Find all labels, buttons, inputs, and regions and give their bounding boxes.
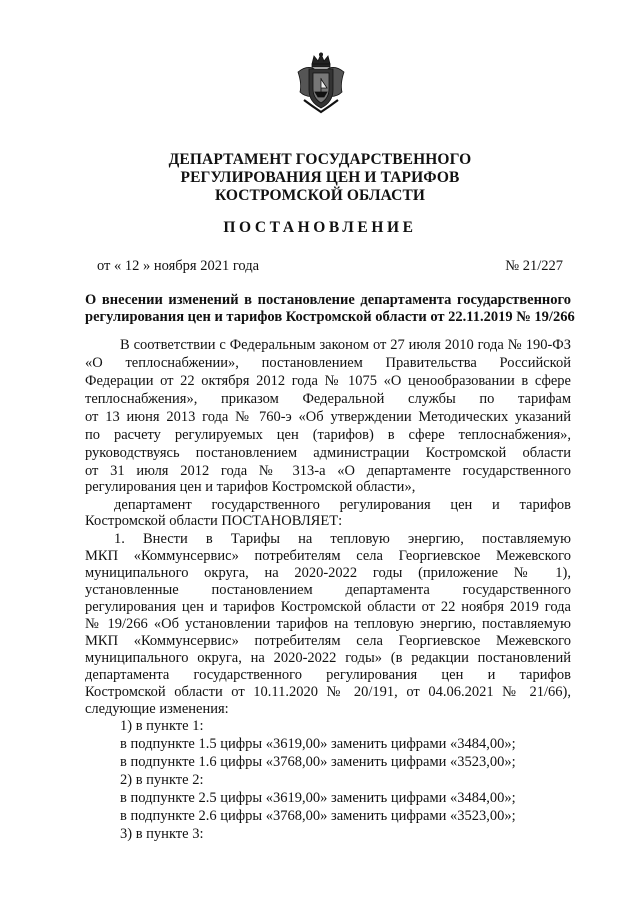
body-line: муниципального округа, на 2020-2022 годы (приложение № 1),	[85, 565, 571, 581]
body-line: Костромской области ПОСТАНОВЛЯЕТ:	[85, 513, 343, 529]
body-line: теплоснабжения», приказом Федеральной службы по тарифам	[85, 391, 571, 407]
body-line: установленные постановлением департамента государственного	[85, 582, 571, 598]
body-line: МКП «Коммунсервис» потребителям села Георгиевское Межевского	[85, 548, 571, 564]
department-name-line-3: КОСТРОМСКОЙ ОБЛАСТИ	[214, 187, 426, 204]
body-line: 2) в пункте 2:	[120, 772, 204, 788]
body-line: руководствуясь постановлением администрации Костромской области	[85, 445, 571, 461]
body-line: в подпункте 1.5 цифры «3619,00» заменить цифрами «3484,00»;	[120, 736, 516, 752]
body-line: департамента государственного регулирования цен и тарифов	[85, 667, 571, 683]
body-line: от 31 июля 2012 года № 313-а «О департаменте государственного	[85, 463, 571, 479]
body-line: в подпункте 2.5 цифры «3619,00» заменить цифрами «3484,00»;	[120, 790, 516, 806]
date-number-line	[97, 258, 563, 275]
body-line: МКП «Коммунсервис» потребителям села Георгиевское Межевского	[85, 633, 571, 649]
body-line: муниципального округа, на 2020-2022 годы» (в редакции постановлений	[85, 650, 571, 666]
body-line: № 19/266 «Об установлении тарифов на тепловую энергию, поставляемую	[85, 616, 571, 632]
coat-of-arms-icon	[294, 52, 348, 114]
document-type-title: ПОСТАНОВЛЕНИЕ	[223, 219, 417, 236]
body-line: по расчету регулируемых цен (тарифов) в сфере теплоснабжения»,	[85, 427, 571, 443]
body-line: в подпункте 1.6 цифры «3768,00» заменить цифрами «3523,00»;	[120, 754, 516, 770]
department-name-line-1: ДЕПАРТАМЕНТ ГОСУДАРСТВЕННОГО	[168, 151, 472, 168]
body-line: от 13 июня 2013 года № 760-э «Об утверждении Методических указаний	[85, 409, 571, 425]
body-line: Федерации от 22 октября 2012 года № 1075 «О ценообразовании в сфере	[85, 373, 571, 389]
body-line: 1) в пункте 1:	[120, 718, 204, 734]
body-line: регулирования цен и тарифов Костромской области»,	[85, 479, 416, 495]
body-line: в подпункте 2.6 цифры «3768,00» заменить цифрами «3523,00»;	[120, 808, 516, 824]
body-line: 1. Внести в Тарифы на тепловую энергию, поставляемую	[114, 531, 571, 547]
document-date: от « 12 » ноября 2021 года	[97, 258, 260, 274]
body-line: Костромской области от 10.11.2020 № 20/191, от 04.06.2021 № 21/66),	[85, 684, 571, 700]
body-line: 3) в пункте 3:	[120, 826, 204, 842]
subject-line-2: регулирования цен и тарифов Костромской области от 22.11.2019 № 19/266	[85, 309, 575, 325]
body-line: департамент государственного регулирования цен и тарифов	[114, 497, 571, 513]
department-name-line-2: РЕГУЛИРОВАНИЯ ЦЕН И ТАРИФОВ	[180, 169, 460, 186]
body-line: «О теплоснабжении», постановлением Правительства Российской	[85, 355, 571, 371]
subject-line-1: О внесении изменений в постановление департамента государственного	[85, 292, 571, 308]
document-number: № 21/227	[505, 258, 563, 274]
body-line: В соответствии с Федеральным законом от 27 июля 2010 года № 190-ФЗ	[120, 337, 571, 353]
body-line: регулирования цен и тарифов Костромской области от 22 ноября 2019 года	[85, 599, 571, 615]
body-line: следующие изменения:	[85, 701, 229, 717]
